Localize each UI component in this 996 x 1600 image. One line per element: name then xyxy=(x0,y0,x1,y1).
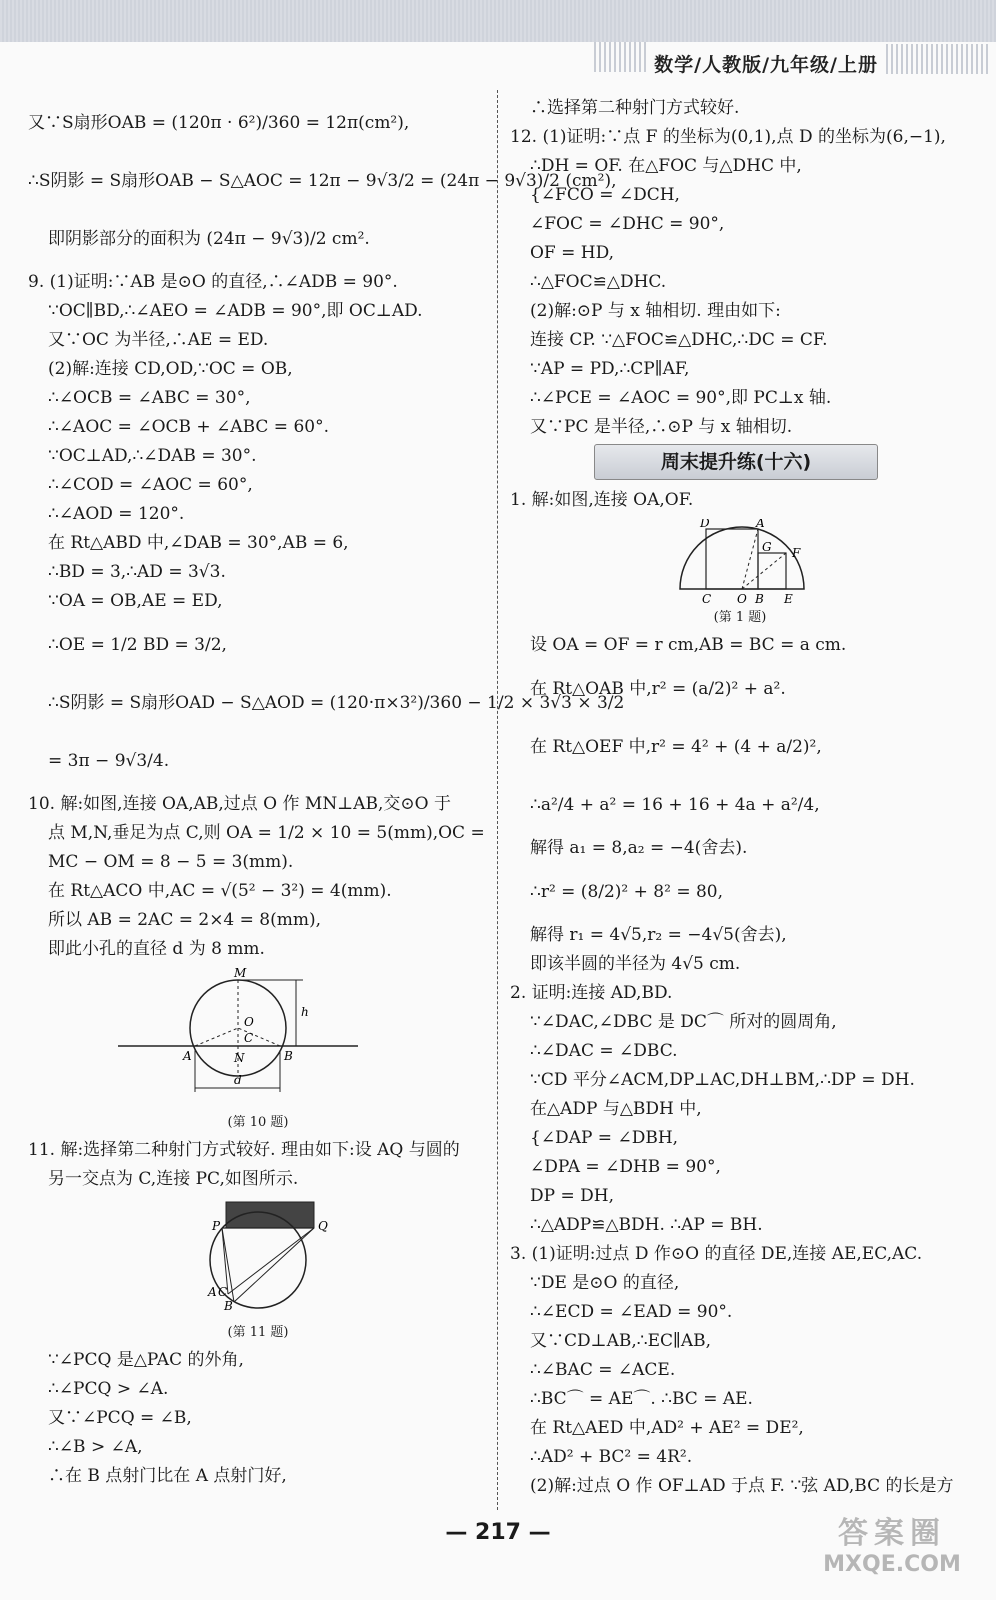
answer-line: 又∵CD⊥AB,∴EC∥AB, xyxy=(530,1331,712,1351)
answer-line: ∴S阴影 = S扇形OAB − S△AOC = 12π − 9√3/2 = (24π − 9√3)/2 (cm²), xyxy=(28,171,617,191)
answer-line: ∴∠OCB = ∠ABC = 30°, xyxy=(48,388,251,408)
watermark-logo-text: 答案圈 xyxy=(838,1516,946,1551)
answer-line: ∴r² = (8/2)² + 8² = 80, xyxy=(530,882,724,902)
label-O: O xyxy=(244,1015,254,1029)
answer-line: 又∵OC 为半径,∴AE = ED. xyxy=(48,330,269,350)
answer-line: ∴BD = 3,∴AD = 3√3. xyxy=(48,562,226,582)
answer-line: 又∵PC 是半径,∴⊙P 与 x 轴相切. xyxy=(530,417,793,437)
answer-line: ∴OE = 1/2 BD = 3/2, xyxy=(48,635,227,655)
answer-line: ∴∠COD = ∠AOC = 60°, xyxy=(48,475,253,495)
answer-line: ∴a²/4 + a² = 16 + 16 + 4a + a²/4, xyxy=(530,795,820,815)
label-B: B xyxy=(755,592,764,605)
answer-line: ∴∠BAC = ∠ACE. xyxy=(530,1360,676,1380)
answer-line: 另一交点为 C,连接 PC,如图所示. xyxy=(48,1169,299,1189)
label-M: M xyxy=(234,968,247,980)
answer-line: 所以 AB = 2AC = 2×4 = 8(mm), xyxy=(48,910,322,930)
answer-line: 在 Rt△ACO 中,AC = √(5² − 3²) = 4(mm). xyxy=(48,881,392,901)
answer-line: 在 Rt△OAB 中,r² = (a/2)² + a². xyxy=(530,679,786,699)
answer-line: 即该半圆的半径为 4√5 cm. xyxy=(530,954,741,974)
answer-line: ∴BC⌒ = AE⌒. ∴BC = AE. xyxy=(530,1389,753,1409)
answer-line: ∵AP = PD,∴CP∥AF, xyxy=(530,359,690,379)
answer-line: ∴∠PCE = ∠AOC = 90°,即 PC⊥x 轴. xyxy=(530,388,832,408)
answer-line: 解得 a₁ = 8,a₂ = −4(舍去). xyxy=(530,838,748,858)
header-band xyxy=(0,0,996,42)
figure-1-diagram xyxy=(590,519,890,605)
label-h: h xyxy=(301,1005,309,1019)
answer-line: 9. (1)证明:∵AB 是⊙O 的直径,∴∠ADB = 90°. xyxy=(28,272,398,292)
answer-line: ∴∠ECD = ∠EAD = 90°. xyxy=(530,1302,733,1322)
label-A: A xyxy=(208,1285,217,1299)
answer-line: ∴∠AOC = ∠OCB + ∠ABC = 60°. xyxy=(48,417,329,437)
label-B: B xyxy=(284,1049,293,1063)
answer-line: 在 Rt△OEF 中,r² = 4² + (4 + a/2)², xyxy=(530,737,822,757)
label-A: A xyxy=(756,519,765,530)
answer-line: 解得 r₁ = 4√5,r₂ = −4√5(舍去), xyxy=(530,925,787,945)
label-F: F xyxy=(792,546,801,560)
answer-line: 设 OA = OF = r cm,AB = BC = a cm. xyxy=(530,635,847,655)
answer-line: 又∵∠PCQ = ∠B, xyxy=(48,1408,192,1428)
answer-line: = 3π − 9√3/4. xyxy=(48,751,170,771)
section-title: 周末提升练(十六) xyxy=(594,444,878,480)
label-d: d xyxy=(234,1073,242,1087)
answer-line: ∴在 B 点射门比在 A 点射门好, xyxy=(48,1466,287,1486)
answer-line: ∴S阴影 = S扇形OAD − S△AOD = (120·π×3²)/360 − 1/2 × 3√3 × 3/2 xyxy=(48,693,625,713)
answer-line: ∵CD 平分∠ACM,DP⊥AC,DH⊥BM,∴DP = DH. xyxy=(530,1070,915,1090)
answer-line: 在△ADP 与△BDH 中, xyxy=(530,1099,702,1119)
answer-line: DP = DH, xyxy=(530,1186,614,1206)
label-N: N xyxy=(234,1051,245,1065)
page-number: — 217 — xyxy=(445,1520,551,1545)
label-C: C xyxy=(218,1285,228,1299)
label-O: O xyxy=(737,592,747,605)
label-B: B xyxy=(224,1299,233,1313)
answer-line: 即阴影部分的面积为 (24π − 9√3)/2 cm². xyxy=(48,229,370,249)
label-C: C xyxy=(702,592,712,605)
answer-line: ∴∠B > ∠A, xyxy=(48,1437,143,1457)
answer-line: (2)解:⊙P 与 x 轴相切. 理由如下: xyxy=(530,301,781,321)
answer-line: ∵OC⊥AD,∴∠DAB = 30°. xyxy=(48,446,257,466)
figure-10 xyxy=(28,968,488,1132)
goal-rect xyxy=(226,1202,314,1228)
answer-line: 在 Rt△ABD 中,∠DAB = 30°,AB = 6, xyxy=(48,533,349,553)
answer-line: ∵∠DAC,∠DBC 是 DC⌒ 所对的圆周角, xyxy=(530,1012,837,1032)
answer-line: ∴DH = OF. 在△FOC 与△DHC 中, xyxy=(530,156,802,176)
label-D: D xyxy=(700,519,710,530)
answer-line: ∴选择第二种射门方式较好. xyxy=(530,98,740,118)
answer-line: ∴∠AOD = 120°. xyxy=(48,504,185,524)
answer-line: ∠FOC = ∠DHC = 90°, xyxy=(530,214,725,234)
figure-11 xyxy=(28,1198,488,1342)
answer-line: ∵∠PCQ 是△PAC 的外角, xyxy=(48,1350,244,1370)
figure-10-diagram xyxy=(108,968,408,1110)
answer-line: ∠DPA = ∠DHB = 90°, xyxy=(530,1157,721,1177)
answer-line: ∴∠PCQ > ∠A. xyxy=(48,1379,169,1399)
answer-line: 10. 解:如图,连接 OA,AB,过点 O 作 MN⊥AB,交⊙O 于 xyxy=(28,794,451,814)
answer-line: 11. 解:选择第二种射门方式较好. 理由如下:设 AQ 与圆的 xyxy=(28,1140,460,1160)
answer-line: 连接 CP. ∵△FOC≌△DHC,∴DC = CF. xyxy=(530,330,828,350)
answer-line: MC − OM = 8 − 5 = 3(mm). xyxy=(48,852,294,872)
label-A: A xyxy=(183,1049,192,1063)
watermark-logo xyxy=(802,1508,982,1588)
book-label: 数学/人教版/九年级/上册 xyxy=(654,50,878,77)
answer-line: 12. (1)证明:∵点 F 的坐标为(0,1),点 D 的坐标为(6,−1), xyxy=(510,127,946,147)
answer-line: {∠DAP = ∠DBH, xyxy=(530,1128,679,1148)
answer-line: (2)解:过点 O 作 OF⊥AD 于点 F. ∵弦 AD,BC 的长是方 xyxy=(530,1476,954,1496)
answer-line: 3. (1)证明:过点 D 作⊙O 的直径 DE,连接 AE,EC,AC. xyxy=(510,1244,923,1264)
answer-line: 在 Rt△AED 中,AD² + AE² = DE², xyxy=(530,1418,804,1438)
answer-line: {∠FCO = ∠DCH, xyxy=(530,185,680,205)
figure-11-caption: (第 11 题) xyxy=(227,1325,289,1340)
answer-line: ∴△FOC≌△DHC. xyxy=(530,272,667,292)
figure-1-caption: (第 1 题) xyxy=(713,610,767,625)
label-E: E xyxy=(784,592,793,605)
figure-10-caption: (第 10 题) xyxy=(227,1115,289,1130)
answer-line: 2. 证明:连接 AD,BD. xyxy=(510,983,673,1003)
answer-line: 即此小孔的直径 d 为 8 mm. xyxy=(48,939,265,959)
answer-line: 又∵S扇形OAB = (120π · 6²)/360 = 12π(cm²), xyxy=(28,113,410,133)
label-Q: Q xyxy=(318,1219,328,1233)
label-P: P xyxy=(212,1219,221,1233)
answer-line: OF = HD, xyxy=(530,243,615,263)
watermark-url: MXQE.COM xyxy=(823,1552,961,1577)
label-G: G xyxy=(762,540,772,554)
answer-line: ∵OA = OB,AE = ED, xyxy=(48,591,223,611)
answer-line: 1. 解:如图,连接 OA,OF. xyxy=(510,490,694,510)
label-C: C xyxy=(244,1031,254,1045)
answer-line: 点 M,N,垂足为点 C,则 OA = 1/2 × 10 = 5(mm),OC = xyxy=(48,823,485,843)
answer-line: ∵DE 是⊙O 的直径, xyxy=(530,1273,680,1293)
right-column xyxy=(510,94,970,1501)
figure-1 xyxy=(510,519,970,627)
figure-11-diagram xyxy=(108,1198,408,1320)
answer-line: ∴∠DAC = ∠DBC. xyxy=(530,1041,678,1061)
answer-line: ∵OC∥BD,∴∠AEO = ∠ADB = 90°,即 OC⊥AD. xyxy=(48,301,423,321)
column-divider xyxy=(497,90,498,1510)
answer-line: (2)解:连接 CD,OD,∵OC = OB, xyxy=(48,359,293,379)
answer-line: ∴△ADP≌△BDH. ∴AP = BH. xyxy=(530,1215,763,1235)
answer-line: ∴AD² + BC² = 4R². xyxy=(530,1447,693,1467)
